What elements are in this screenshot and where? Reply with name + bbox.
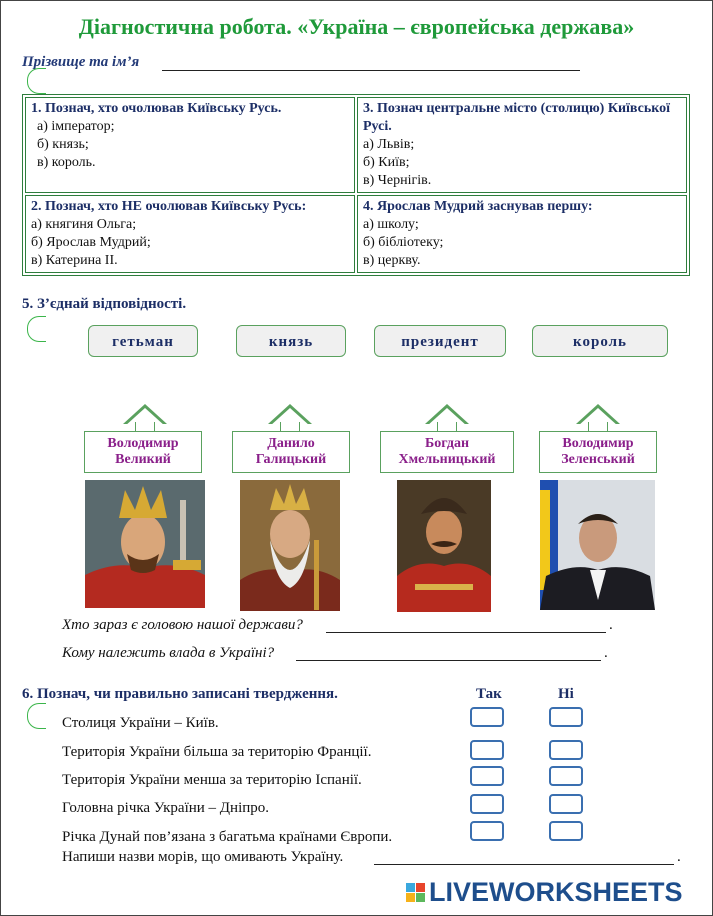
no-checkbox-1[interactable] [549, 707, 583, 727]
match-heading: 5. З’єднай відповідності. [22, 296, 187, 312]
answer-arc-icon [27, 703, 46, 729]
option[interactable]: б) бібліотеку; [363, 235, 444, 250]
option[interactable]: а) імператор; [37, 119, 115, 134]
person-label-danylo-halytskyi[interactable]: Данило Галицький [232, 431, 350, 473]
questions-table [22, 94, 690, 276]
answer-arc-icon [27, 68, 46, 94]
statement-1: Столиця України – Київ. [62, 715, 219, 731]
portrait-bohdan-khmelnytskyi [397, 480, 491, 612]
question-3 [357, 97, 687, 193]
question-heading: 2. Познач, хто НЕ очолював Київську Русь: [31, 199, 307, 214]
question-heading: 4. Ярослав Мудрий заснував першу: [363, 199, 593, 214]
person-label-bohdan-khmelnytskyi[interactable]: Богдан Хмельницький [380, 431, 514, 473]
brand-text: LIVEWORKSHEETS [429, 877, 683, 907]
word-king-button[interactable]: король [532, 325, 668, 357]
portrait-volodymyr-velykyi [85, 480, 205, 608]
option[interactable]: в) Чернігів. [363, 173, 432, 188]
yes-checkbox-2[interactable] [470, 740, 504, 760]
option[interactable]: в) король. [37, 155, 96, 170]
option[interactable]: в) Катерина ІІ. [31, 253, 118, 268]
portrait-danylo-halytskyi [240, 480, 340, 611]
name-input-line[interactable] [162, 70, 580, 71]
yes-checkbox-5[interactable] [470, 821, 504, 841]
option[interactable]: б) Київ; [363, 155, 410, 170]
answer-arc-icon [27, 316, 46, 342]
statement-4: Головна річка України – Дніпро. [62, 800, 270, 816]
word-hetman-button[interactable]: гетьман [88, 325, 198, 357]
liveworksheets-logo[interactable] [406, 877, 683, 908]
yes-checkbox-4[interactable] [470, 794, 504, 814]
no-column-label: Ні [558, 686, 574, 702]
page-title: Діагностична робота. «Україна – європейська держава» [78, 14, 635, 39]
option[interactable]: б) князь; [37, 137, 89, 152]
person-label-volodymyr-zelenskyi[interactable]: Володимир Зеленський [539, 431, 657, 473]
question-1 [25, 97, 355, 193]
answer-line-head-of-state[interactable] [326, 632, 606, 633]
question-heading: 3. Познач центральне місто (столицю) Київської Русі. [363, 101, 671, 134]
tf-heading: 6. Познач, чи правильно записані твердження. [22, 686, 338, 702]
word-president-button[interactable]: президент [374, 325, 506, 357]
portrait-volodymyr-zelenskyi [540, 480, 655, 610]
yes-checkbox-3[interactable] [470, 766, 504, 786]
statement-5: Річка Дунай пов’язана з багатьма країнами Європи. [62, 829, 393, 845]
no-checkbox-4[interactable] [549, 794, 583, 814]
period: . [604, 645, 608, 661]
yes-checkbox-1[interactable] [470, 707, 504, 727]
option[interactable]: в) церкву. [363, 253, 421, 268]
answer-line-power[interactable] [296, 660, 601, 661]
statement-3: Територія України менша за територію Іспанії. [62, 772, 362, 788]
question-head-of-state: Хто зараз є головою нашої держави? [62, 617, 303, 633]
no-checkbox-3[interactable] [549, 766, 583, 786]
no-checkbox-5[interactable] [549, 821, 583, 841]
option[interactable]: а) школу; [363, 217, 419, 232]
question-2 [25, 195, 355, 273]
option[interactable]: а) княгиня Ольга; [31, 217, 137, 232]
answer-line-seas[interactable] [374, 864, 674, 865]
person-label-volodymyr-velykyi[interactable]: Володимир Великий [84, 431, 202, 473]
question-4 [357, 195, 687, 273]
statement-2: Територія України більша за територію Франції. [62, 744, 372, 760]
seas-question: Напиши назви морів, що омивають Україну. [62, 849, 344, 865]
option[interactable]: б) Ярослав Мудрий; [31, 235, 151, 250]
yes-column-label: Так [476, 686, 502, 702]
no-checkbox-2[interactable] [549, 740, 583, 760]
period: . [677, 849, 681, 865]
option[interactable]: а) Львів; [363, 137, 415, 152]
question-power: Кому належить влада в Україні? [62, 645, 275, 661]
live-logo-icon [406, 883, 425, 902]
question-heading: 1. Познач, хто очолював Київську Русь. [31, 101, 282, 116]
word-prince-button[interactable]: князь [236, 325, 346, 357]
name-label: Прізвище та ім’я [22, 54, 140, 70]
period: . [609, 617, 613, 633]
